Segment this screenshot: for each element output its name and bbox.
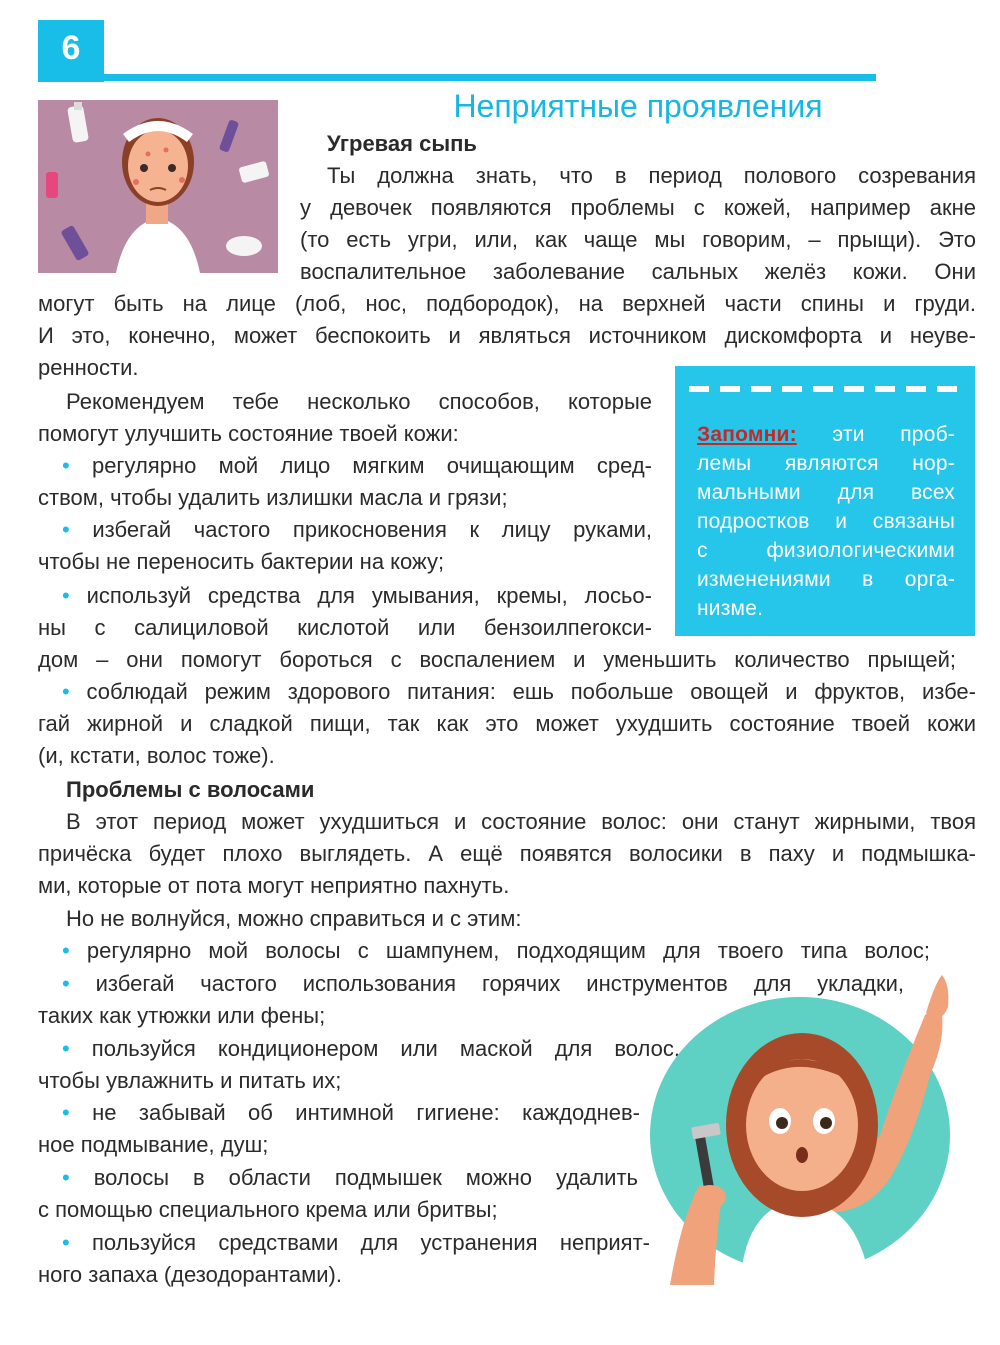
remember-callout (675, 366, 975, 636)
text-line: (то есть угри, или, как чаще мы говорим, – прыщи). Это (300, 227, 976, 252)
page-number-badge (38, 20, 104, 82)
bullet-icon: • (62, 517, 70, 542)
text-line: воспалительное заболевание сальных желёз кожи. Они (300, 259, 976, 284)
text-line: ством, чтобы удалить излишки масла и грязи; (38, 485, 508, 510)
bullet-icon: • (62, 679, 70, 704)
page-title: Неприятные проявления (453, 88, 823, 124)
list-item: • избегай частого прикосновения к лицу руками, (62, 517, 652, 542)
text-line: помогут улучшить состояние твоей кожи: (38, 421, 459, 446)
text-line: чтобы увлажнить и питать их; (38, 1068, 342, 1093)
list-item: • соблюдай режим здорового питания: ешь побольше овощей и фруктов, избе- (62, 679, 976, 704)
bullet-icon: • (62, 938, 70, 963)
bullet-icon: • (62, 583, 70, 608)
text-line: И это, конечно, может беспокоить и являться источником дискомфорта и неуве- (38, 323, 976, 348)
text-line: (и, кстати, волос тоже). (38, 743, 275, 768)
text-line: причёска будет плохо выглядеть. А ещё появятся волосики в паху и подмышка- (38, 841, 976, 866)
callout-line: изменениями в орга- (697, 568, 955, 591)
bullet-icon: • (62, 1036, 70, 1061)
header-rule (104, 74, 876, 81)
text-line: ми, которые от пота могут неприятно пахнуть. (38, 873, 510, 898)
text-line: гай жирной и сладкой пищи, так как это может ухудшить состояние твоей кожи (38, 711, 976, 736)
section-heading-hair: Проблемы с волосами (66, 777, 315, 802)
text-line: у девочек появляются проблемы с кожей, например акне (300, 195, 976, 220)
razor-girl-illustration (630, 975, 970, 1285)
bullet-icon: • (62, 1165, 70, 1190)
callout-key: Запомни: (697, 423, 797, 446)
text-line: Ты должна знать, что в период полового созревания (327, 163, 976, 188)
callout-line: подростков и связаны (697, 510, 955, 533)
bullet-icon: • (62, 453, 70, 478)
bullet-icon: • (62, 1100, 70, 1125)
section-heading-acne: Угревая сыпь (327, 131, 477, 156)
list-item: • регулярно мой лицо мягким очищающим сред- (62, 453, 652, 478)
text-line: дом – они помогут бороться с воспалением и уменьшить количество прыщей; (38, 647, 956, 672)
text-line: ное подмывание, душ; (38, 1132, 269, 1157)
text-line: чтобы не переносить бактерии на кожу; (38, 549, 445, 574)
list-item: • регулярно мой волосы с шампунем, подходящим для твоего типа волос; (62, 938, 930, 963)
callout-line: мальными для всех (697, 481, 955, 504)
callout-line: лемы являются нор- (697, 452, 955, 475)
list-item: • используй средства для умывания, кремы, лосьо- (62, 583, 652, 608)
bullet-icon: • (62, 1230, 70, 1255)
list-item: • волосы в области подмышек можно удалить (62, 1165, 638, 1190)
page-number: 6 (61, 29, 81, 67)
list-item: • избегай частого использования горячих инструментов для укладки, (62, 971, 904, 996)
text-line: ны с салициловой кислотой или бензоилпerокси- (38, 615, 652, 640)
callout-line: Запомни: эти проб- (697, 423, 955, 446)
callout-dashes (689, 386, 961, 392)
text-line: с помощью специального крема или бритвы; (38, 1197, 498, 1222)
list-item: • не забывай об интимной гигиене: каждоднев- (62, 1100, 640, 1125)
callout-line: с физиологическими (697, 539, 955, 562)
bullet-icon: • (62, 971, 70, 996)
text-line: таких как утюжки или фены; (38, 1003, 326, 1028)
text-line: могут быть на лице (лоб, нос, подбородок), на верхней части спины и груди. (38, 291, 976, 316)
list-item: • пользуйся средствами для устранения неприят- (62, 1230, 650, 1255)
acne-girl-illustration (38, 100, 278, 273)
list-item: • пользуйся кондиционером или маской для волос, (62, 1036, 680, 1061)
callout-line: низме. (697, 597, 764, 620)
text-line: Но не волнуйся, можно справиться и с этим: (66, 906, 522, 931)
text-line: В этот период может ухудшиться и состояние волос: они станут жирными, твоя (66, 809, 976, 834)
text-line: ренности. (38, 355, 139, 380)
text-line: ного запаха (дезодорантами). (38, 1262, 342, 1287)
text-line: Рекомендуем тебе несколько способов, которые (66, 389, 652, 414)
